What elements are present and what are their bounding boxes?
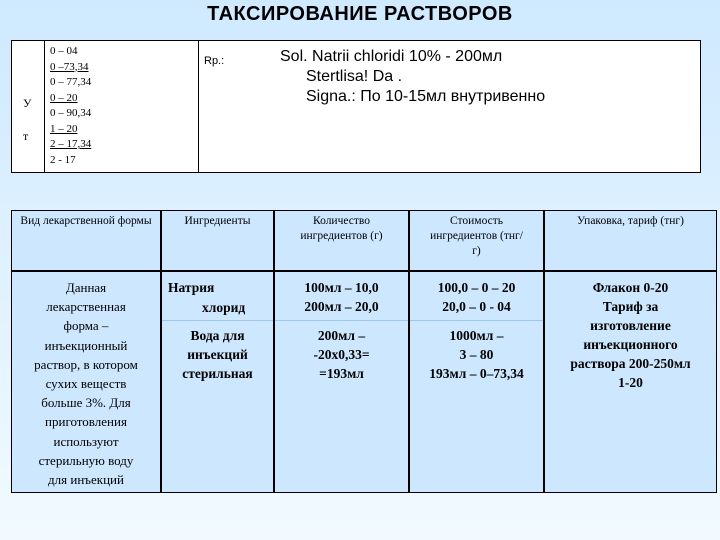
- cost-line: 3 – 80: [459, 347, 494, 362]
- cost-line: 1000мл –: [449, 328, 504, 343]
- header-cell: Упаковка, тариф (тнг): [544, 210, 717, 271]
- ingredients-cell: [161, 271, 274, 493]
- header-cell: Стоимость ингредиентов (тнг/г): [409, 210, 544, 271]
- letter-t: т: [23, 129, 29, 143]
- scale-column: [45, 41, 199, 172]
- scale-value: 0 – 04: [50, 45, 78, 57]
- ingredient-line: хлорид: [202, 300, 246, 315]
- header-cell: Вид лекарственной формы: [11, 210, 161, 271]
- form-description-cell: Данная лекарственная форма – инъекционный раствор, в котором сухих веществ больше 3%. Для приготовления используют стерильную воду для инъекций: [11, 271, 161, 493]
- header-cell: Ингредиенты: [161, 210, 274, 271]
- scale-value: 0 –73,34: [50, 60, 89, 73]
- recipe-rp-label: Rp.:: [204, 55, 225, 67]
- letter-u: У: [23, 96, 32, 110]
- cost-cell: [409, 271, 544, 493]
- amount-line: =193мл: [319, 366, 364, 381]
- cost-line: 100,0 – 0 – 20: [437, 280, 516, 295]
- packaging-line: Тариф за: [602, 299, 659, 314]
- ingredient-line: Вода для: [190, 328, 245, 343]
- recipe-line: Stertlisa! Da .: [306, 68, 403, 85]
- scale-values: [50, 44, 91, 168]
- scale-value: 0 – 90,34: [50, 107, 92, 119]
- cost-line: 20,0 – 0 - 04: [442, 299, 511, 314]
- amount-line: 200мл – 20,0: [304, 299, 379, 314]
- ingredient-line: стерильная: [182, 366, 253, 381]
- recipe-line: Signa.: По 10-15мл внутривенно: [306, 88, 546, 105]
- packaging-line: изготовление: [590, 318, 671, 333]
- amount-cell: [274, 271, 409, 493]
- packaging-line: инъекционного: [583, 337, 678, 352]
- packaging-line: 1-20: [618, 375, 643, 390]
- scale-value: 2 – 17,34: [50, 138, 92, 150]
- recipe-text: [280, 47, 545, 107]
- ingredient-line: инъекций: [187, 347, 248, 362]
- amount-line: -20х0,33=: [313, 347, 370, 362]
- header-cell: Количество ингредиентов (г): [274, 210, 409, 271]
- amount-line: 100мл – 10,0: [304, 280, 379, 295]
- letters-column: [12, 41, 45, 172]
- pricing-table: [11, 210, 717, 493]
- cost-line: 193мл – 0–73,34: [429, 366, 524, 381]
- scale-value: 1 – 20: [50, 122, 78, 135]
- scale-value: 0 – 20: [50, 91, 78, 104]
- page-title: ТАКСИРОВАНИЕ РАСТВОРОВ: [207, 3, 513, 25]
- packaging-line: Флакон 0-20: [592, 280, 669, 295]
- packaging-line: раствора 200-250мл: [570, 356, 691, 371]
- recipe-line: Sol. Natrii chloridi 10% - 200мл: [280, 48, 503, 65]
- amount-line: 200мл –: [317, 328, 366, 343]
- scale-value: 0 – 77,34: [50, 76, 92, 88]
- scale-value: 2 - 17: [50, 153, 76, 166]
- packaging-cell: [544, 271, 717, 493]
- calculation-box: [11, 40, 701, 173]
- ingredient-line: Натрия: [168, 280, 215, 295]
